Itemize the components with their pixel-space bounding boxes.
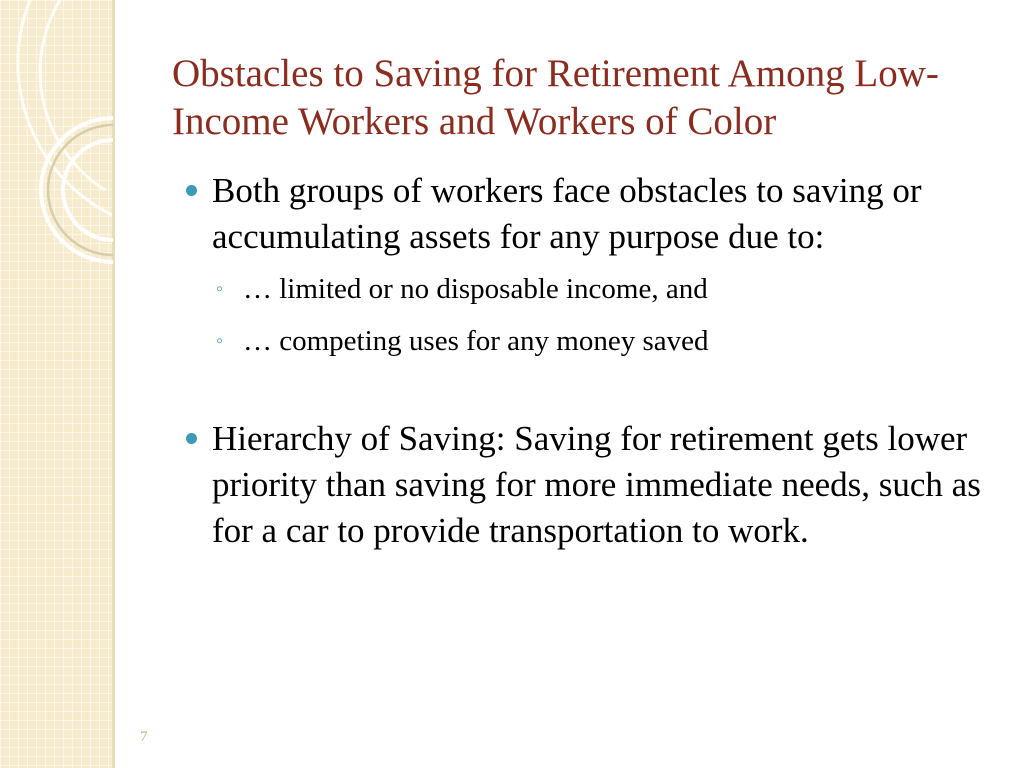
bullet-item <box>186 416 986 554</box>
slide-title: Obstacles to Saving for Retirement Among Low-Income Workers and Workers of Color <box>172 52 939 143</box>
filled-circle-bullet-icon <box>186 185 197 196</box>
sub-bullet-item <box>186 322 986 360</box>
bullet-item <box>186 168 986 260</box>
concentric-arcs-decoration-icon <box>0 0 170 300</box>
sub-bullet-text: … limited or no disposable income, and <box>243 273 708 305</box>
slide-number: 7 <box>140 729 148 745</box>
bullet-text: Both groups of workers face obstacles to saving or accumulating assets for any purpose due to: <box>212 171 922 256</box>
sub-bullet-list <box>186 270 986 360</box>
hollow-circle-bullet-icon: ◦ <box>216 330 224 352</box>
hollow-circle-bullet-icon: ◦ <box>216 278 224 300</box>
filled-circle-bullet-icon <box>186 433 197 444</box>
slide-content <box>186 168 986 554</box>
sub-bullet-text: … competing uses for any money saved <box>243 325 709 357</box>
sub-bullet-item <box>186 270 986 308</box>
bullet-text: Hierarchy of Saving: Saving for retirement gets lower priority than saving for more immediate needs, such as for a car to provide transportation to work. <box>212 419 981 550</box>
